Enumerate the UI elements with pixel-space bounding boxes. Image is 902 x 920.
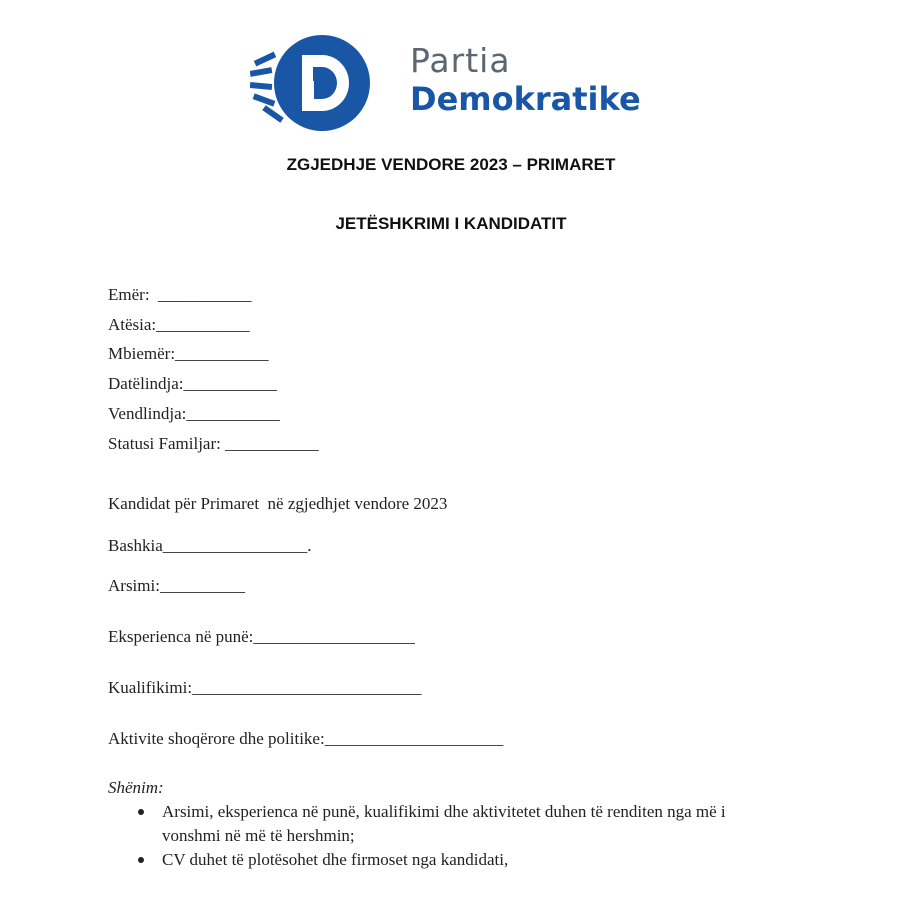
note-bullet-list (108, 800, 808, 872)
bullet-icon (138, 857, 144, 863)
field-kualifikimi: Kualifikimi:___________________________ (108, 678, 422, 697)
candidate-statement: Kandidat për Primaret në zgjedhjet vendore 2023 (108, 494, 448, 513)
field-mbiemer: Mbiemër:___________ (108, 344, 269, 363)
party-logo (250, 33, 670, 133)
note-title: Shënim: (108, 778, 164, 797)
list-item (108, 800, 808, 824)
logo-text-line1: Partia (410, 41, 511, 80)
party-logo-mark-icon (250, 33, 375, 133)
bullet-icon (138, 809, 144, 815)
list-item-continuation (108, 824, 808, 848)
list-item (108, 848, 808, 872)
logo-wordmark (410, 41, 641, 118)
field-eksperienca: Eksperienca në punë:___________________ (108, 627, 415, 646)
logo-text-line2: Demokratike (410, 80, 641, 118)
field-datelindja: Datëlindja:___________ (108, 374, 278, 393)
field-emer: Emër: ___________ (108, 285, 252, 304)
note-bullet-text: vonshmi në më të hershmin; (162, 826, 355, 845)
note-bullet-text: CV duhet të plotësohet dhe firmoset nga kandidati, (162, 850, 509, 869)
field-bashkia: Bashkia_________________. (108, 536, 312, 555)
field-statusi-familjar: Statusi Familjar: ___________ (108, 434, 319, 453)
document-subtitle: JETËSHKRIMI I KANDIDATIT (335, 214, 567, 233)
document-title: ZGJEDHJE VENDORE 2023 – PRIMARET (286, 155, 616, 174)
field-atesia: Atësia:___________ (108, 315, 250, 334)
field-vendlindja: Vendlindja:___________ (108, 404, 280, 423)
note-bullet-text: Arsimi, eksperienca në punë, kualifikimi dhe aktivitetet duhen të renditen nga më i (162, 802, 726, 821)
field-arsimi: Arsimi:__________ (108, 576, 245, 595)
field-aktivite: Aktivite shoqërore dhe politike:_____________________ (108, 729, 504, 748)
